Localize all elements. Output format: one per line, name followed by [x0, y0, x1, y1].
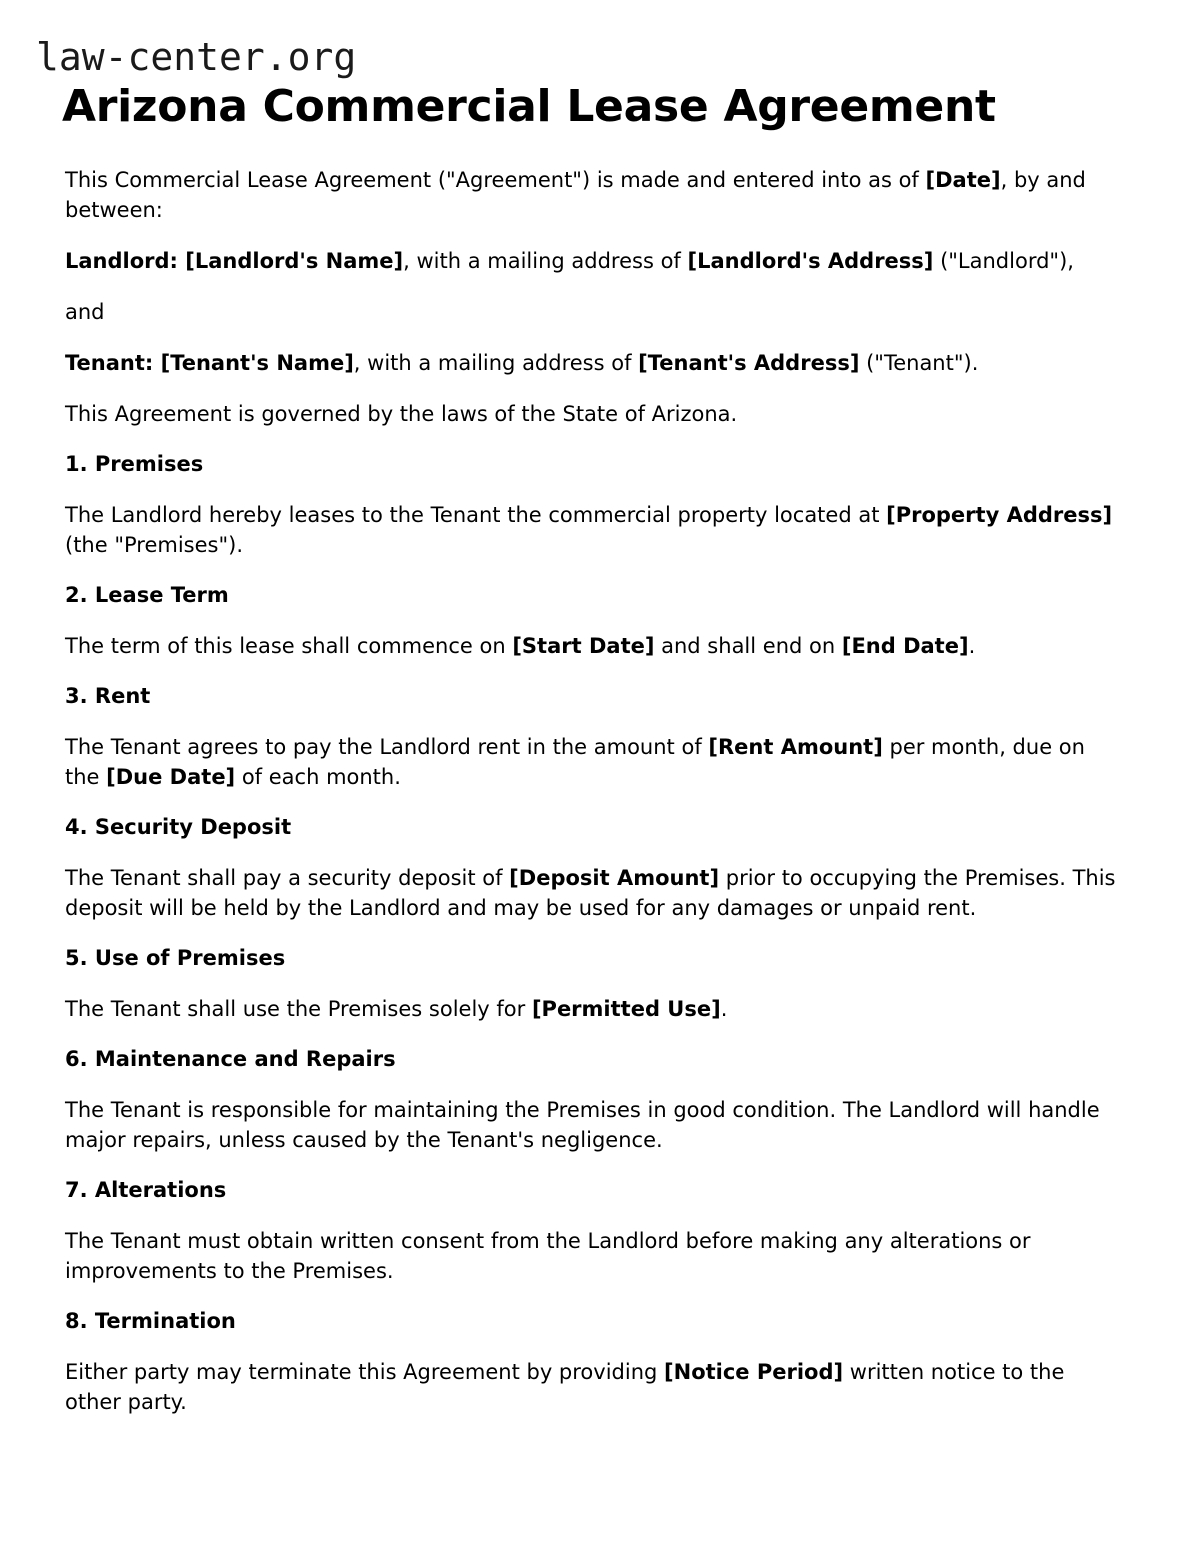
section-heading-security-deposit: 4. Security Deposit — [65, 815, 292, 840]
section-body-maintenance-and-repairs: The Tenant is responsible for maintaining the Premises in good condition. The Landlord will handle major repairs, unless caused by the Tenant's negligence. — [65, 1098, 1100, 1153]
landlord-middle-text: , with a mailing address of — [403, 249, 688, 274]
landlord-paragraph — [65, 246, 1125, 276]
deposit-text-before: The Tenant shall pay a security deposit of — [65, 866, 510, 891]
page-title: Arizona Commercial Lease Agreement — [62, 81, 996, 132]
landlord-name-placeholder: Landlord: [Landlord's Name] — [65, 249, 404, 274]
section-heading-lease-term: 2. Lease Term — [65, 583, 229, 608]
landlord-address-placeholder: [Landlord's Address] — [687, 249, 934, 274]
document-body — [0, 165, 1191, 1417]
rent-amount-placeholder: [Rent Amount] — [708, 735, 883, 760]
site-brand: law-center.org — [36, 35, 357, 79]
section-body-premises — [65, 500, 1125, 560]
notice-period-placeholder: [Notice Period] — [664, 1360, 844, 1385]
premises-text-after: (the "Premises"). — [65, 533, 243, 558]
section-body-alterations: The Tenant must obtain written consent from the Landlord before making any alterations or improvements to the Premises. — [65, 1229, 1031, 1284]
section-body-termination — [65, 1357, 1125, 1417]
section-heading-use-of-premises: 5. Use of Premises — [65, 946, 286, 971]
preamble-paragraph — [65, 165, 1125, 225]
rent-text-middle: per month, due on the — [65, 735, 1085, 790]
start-date-placeholder: [Start Date] — [512, 634, 655, 659]
landlord-tail-text: ("Landlord"), — [933, 249, 1074, 274]
end-date-placeholder: [End Date] — [841, 634, 969, 659]
section-heading-alterations: 7. Alterations — [65, 1178, 227, 1203]
governing-law-paragraph: This Agreement is governed by the laws of the State of Arizona. — [65, 402, 738, 427]
conjunction-paragraph: and — [65, 300, 105, 325]
termination-text-after: written notice to the other party. — [65, 1360, 1065, 1415]
lease-term-text-middle: and shall end on — [654, 634, 842, 659]
tenant-middle-text: , with a mailing address of — [353, 351, 639, 376]
property-address-placeholder: [Property Address] — [886, 503, 1113, 528]
rent-text-before: The Tenant agrees to pay the Landlord rent in the amount of — [65, 735, 709, 760]
section-heading-rent: 3. Rent — [65, 684, 151, 709]
tenant-name-placeholder: Tenant: [Tenant's Name] — [65, 351, 354, 376]
permitted-use-placeholder: [Permitted Use] — [531, 997, 721, 1022]
deposit-text-after: prior to occupying the Premises. This deposit will be held by the Landlord and may be used for any damages or unpaid rent. — [65, 866, 1116, 921]
preamble-text-before: This Commercial Lease Agreement ("Agreement") is made and entered into as of — [65, 168, 926, 193]
rent-text-after: of each month. — [235, 765, 401, 790]
section-heading-maintenance-and-repairs: 6. Maintenance and Repairs — [65, 1047, 396, 1072]
use-text-after: . — [720, 997, 728, 1022]
section-body-use-of-premises — [65, 994, 1125, 1024]
preamble-text-after: , by and between: — [65, 168, 1086, 223]
premises-text-before: The Landlord hereby leases to the Tenant the commercial property located at — [65, 503, 887, 528]
preamble-date-placeholder: [Date] — [925, 168, 1001, 193]
termination-text-before: Either party may terminate this Agreement by providing — [65, 1360, 665, 1385]
use-text-before: The Tenant shall use the Premises solely for — [65, 997, 532, 1022]
lease-term-text-before: The term of this lease shall commence on — [65, 634, 513, 659]
due-date-placeholder: [Due Date] — [106, 765, 236, 790]
tenant-address-placeholder: [Tenant's Address] — [638, 351, 860, 376]
section-body-lease-term — [65, 631, 1125, 661]
deposit-amount-placeholder: [Deposit Amount] — [509, 866, 720, 891]
lease-term-text-after: . — [968, 634, 976, 659]
tenant-tail-text: ("Tenant"). — [859, 351, 979, 376]
section-heading-termination: 8. Termination — [65, 1309, 236, 1334]
section-heading-premises: 1. Premises — [65, 452, 204, 477]
section-body-rent — [65, 732, 1125, 792]
section-body-security-deposit — [65, 863, 1125, 923]
tenant-paragraph — [65, 348, 1125, 378]
